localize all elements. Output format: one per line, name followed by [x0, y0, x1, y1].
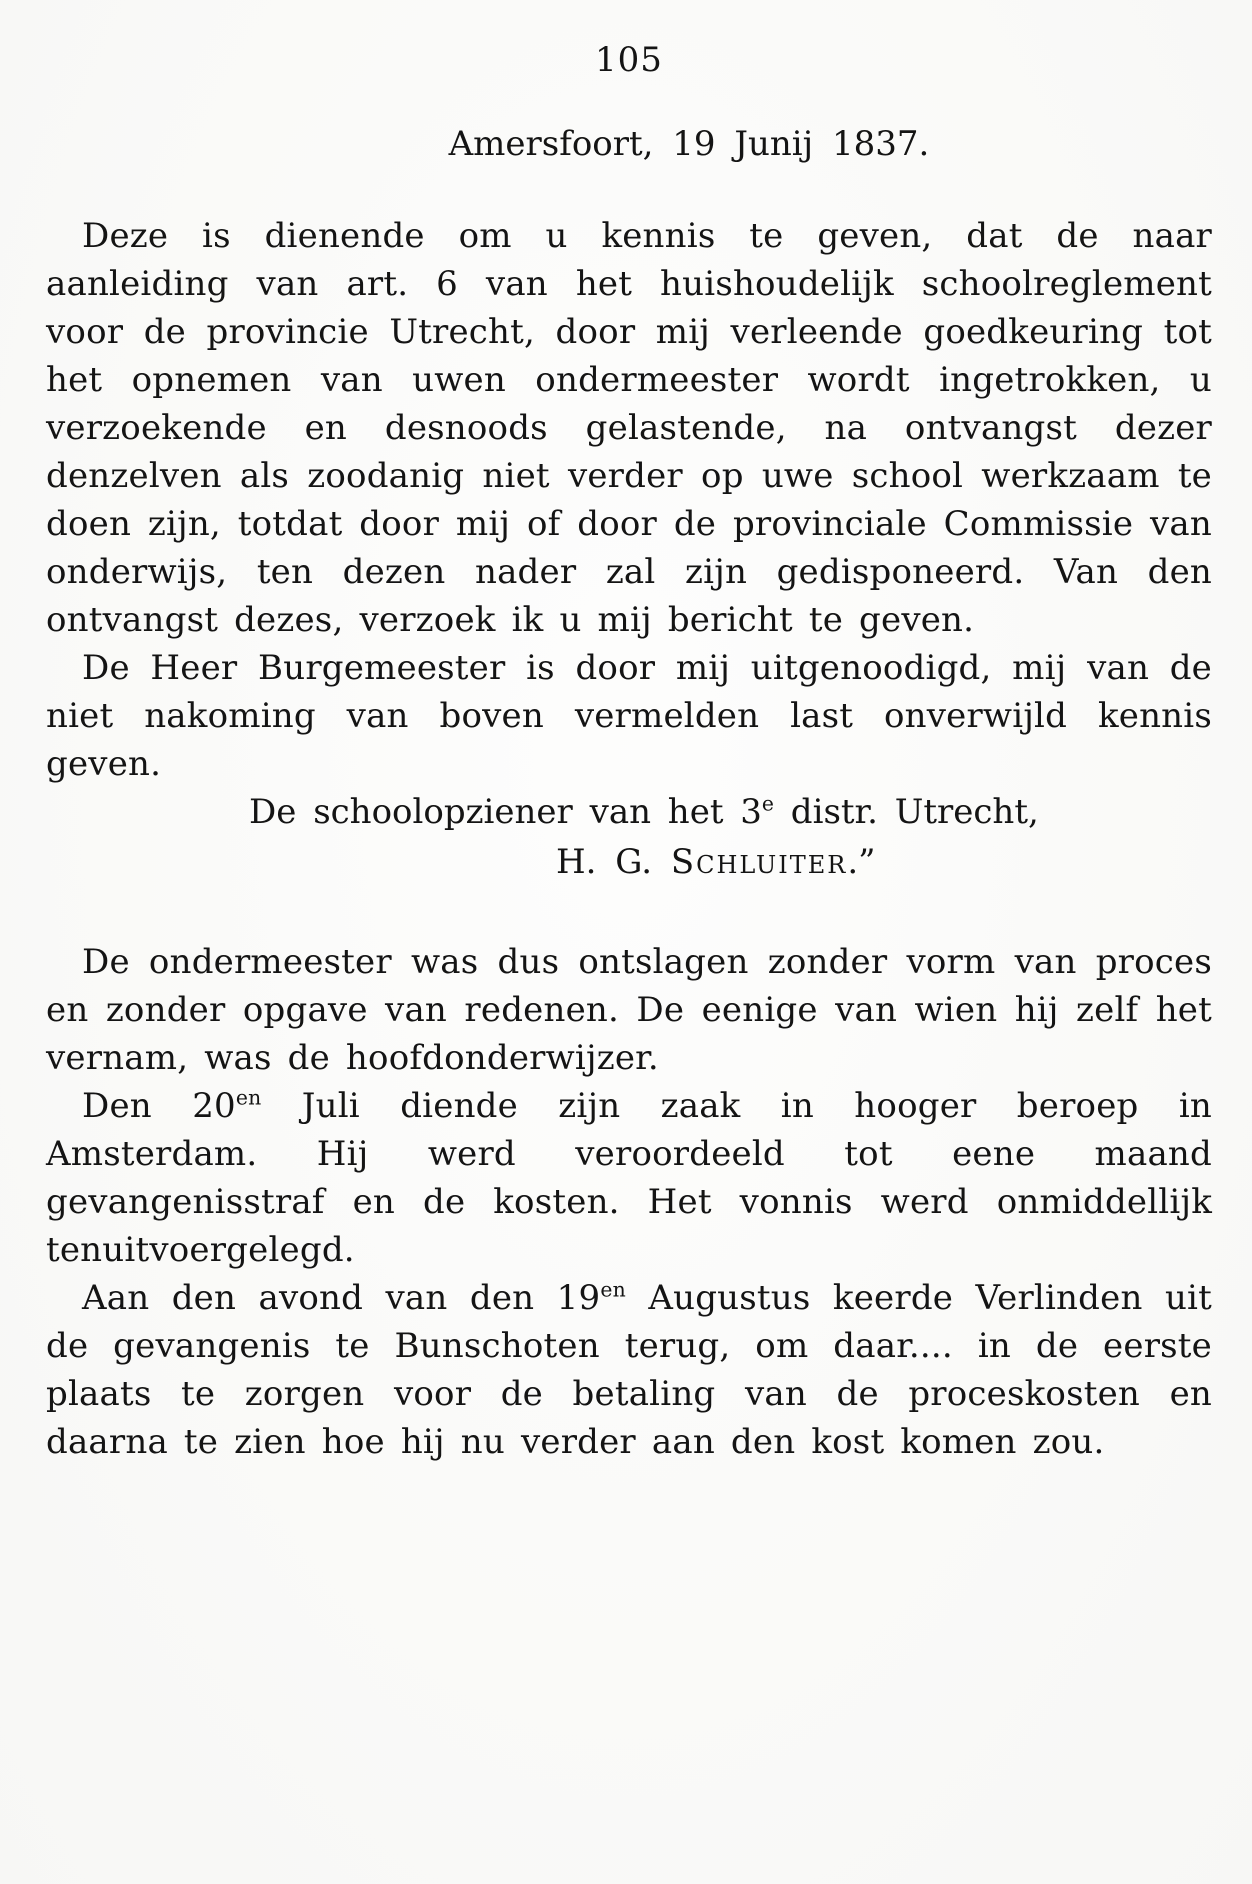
narrative-paragraph-2 [46, 1082, 1212, 1274]
letter-paragraph-1: Deze is dienende om u kennis te geven, dat de naar aanleiding van art. 6 van het huishoudelijk schoolreglement voor de provincie Utrecht, door mij verleende goedkeuring tot het opnemen van uwen ondermeester wordt ingetrokken, u verzoekende en desnoods gelastende, na ontvangst dezer denzelven als zoodanig niet verder op uwe school werkzaam te doen zijn, totdat door mij of door de provinciale Commissie van onderwijs, ten dezen nader zal zijn gedisponeerd. Van den ontvangst dezes, verzoek ik u mij bericht te geven. [46, 216, 1212, 640]
narrative-3-text-cont: Augustus keerde Verlinden uit de gevangenis te Bunschoten terug, om daar.... in de eerste plaats te zorgen voor de betaling van de proceskosten en daarna te zien hoe hij nu verder aan den kost komen zou. [46, 1278, 1212, 1462]
signature-role-text: De schoolopziener van het 3 [249, 792, 762, 832]
signature-role-line [46, 788, 1212, 836]
ordinal-superscript: en [235, 1085, 262, 1110]
signature-surname: Schluiter [670, 842, 848, 882]
signature-closing-quote: .” [847, 842, 876, 882]
letter-dateline: Amersfoort, 19 Junij 1837. [448, 124, 930, 164]
page-number: 105 [595, 40, 663, 80]
signature-initials: H. G. [556, 842, 671, 882]
ordinal-superscript: en [600, 1277, 626, 1302]
signature-role-text-cont: distr. Utrecht, [774, 792, 1039, 832]
narrative-paragraph-3 [46, 1274, 1212, 1466]
narrative-2-text: Den 20 [82, 1086, 236, 1126]
narrative-3-text: Aan den avond van den 19 [82, 1278, 601, 1318]
signature-name-line [46, 836, 1212, 888]
ordinal-superscript: e [761, 791, 774, 816]
letter-paragraph-2: De Heer Burgemeester is door mij uitgenoodigd, mij van de niet nakoming van boven vermelden last onverwijld kennis geven. [46, 648, 1212, 784]
narrative-2-text-cont: Juli diende zijn zaak in hooger beroep in Amsterdam. Hij werd veroordeeld tot eene maand gevangenisstraf en de kosten. Het vonnis werd onmiddellijk tenuitvoergelegd. [46, 1086, 1212, 1270]
narrative-paragraph-1: De ondermeester was dus ontslagen zonder vorm van proces en zonder opgave van redenen. De eenige van wien hij zelf het vernam, was de hoofdonderwijzer. [46, 942, 1212, 1078]
